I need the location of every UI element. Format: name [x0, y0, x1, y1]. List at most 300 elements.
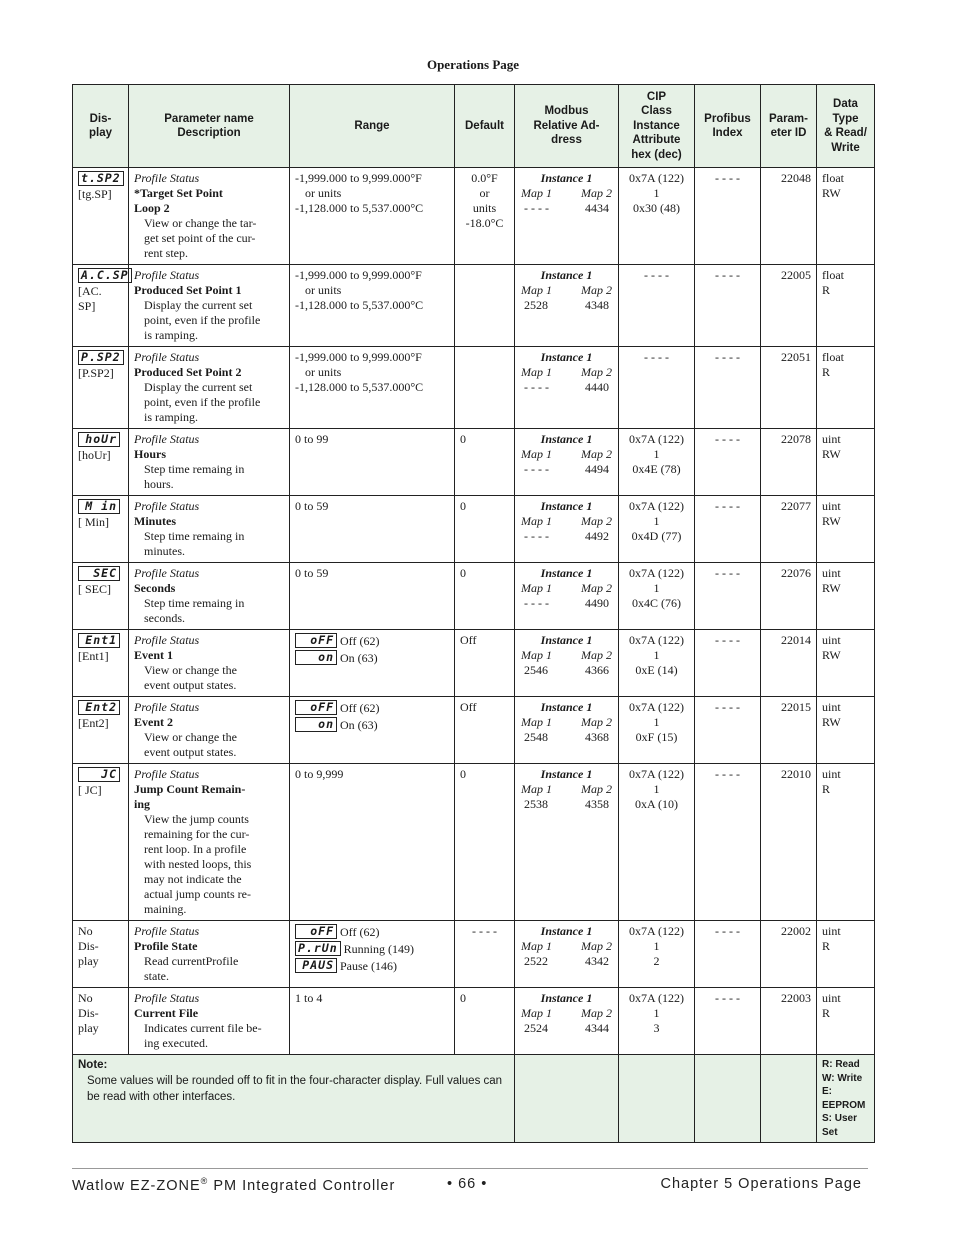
- modbus-values: [520, 1021, 613, 1036]
- parameter-cell: [129, 168, 290, 265]
- modbus-map2: Map 2: [581, 648, 612, 662]
- display-code: [P.SP2]: [78, 366, 114, 381]
- note-cell: [73, 1055, 515, 1143]
- range-cell: [290, 921, 455, 988]
- cip-cell: [619, 265, 695, 347]
- lcd-option-icon: oFF: [295, 924, 337, 939]
- text-line: - - - -: [472, 924, 497, 938]
- range-line: -1,128.000 to 5,537.000°C: [295, 380, 424, 394]
- footer-page-number: • 66 •: [447, 1176, 488, 1192]
- modbus-map1-value: 2538: [524, 797, 548, 811]
- parameter-description: [134, 730, 284, 760]
- text-line: is ramping.: [144, 410, 198, 424]
- parameter-id-cell: 22076: [761, 563, 817, 630]
- default-cell: [455, 697, 515, 764]
- display-cell: [73, 429, 129, 496]
- range-line: or units: [305, 365, 342, 379]
- parameter-group: Profile Status: [134, 268, 200, 282]
- lcd-display-icon: t.SP2: [78, 171, 124, 186]
- modbus-instance: Instance 1: [540, 268, 593, 282]
- display-cell: [73, 697, 129, 764]
- modbus-map2: Map 2: [581, 186, 612, 200]
- modbus-values: [520, 201, 613, 216]
- header-parameter: Parameter name Description: [129, 85, 290, 168]
- lcd-option-icon: PAUS: [295, 958, 337, 973]
- default-cell: [455, 496, 515, 563]
- modbus-instance: Instance 1: [540, 700, 593, 714]
- cip-cell: [619, 764, 695, 921]
- text-line: Minutes: [134, 514, 176, 528]
- text-line: 0xF (15): [635, 730, 678, 744]
- text-line: Indicates current file be-: [144, 1021, 262, 1035]
- parameter-id-cell: 22048: [761, 168, 817, 265]
- text-line: point, even if the profile: [144, 395, 261, 409]
- display-code: [ JC]: [78, 783, 102, 798]
- modbus-map1-value: - - - -: [524, 462, 549, 476]
- cip-cell: [619, 347, 695, 429]
- profibus-cell: - - - -: [695, 921, 761, 988]
- text-line: with nested loops, this: [144, 857, 252, 871]
- table-row: [73, 347, 875, 429]
- operations-table: [72, 84, 875, 1143]
- display-cell: [73, 168, 129, 265]
- modbus-map-labels: [520, 648, 613, 663]
- header-default: Default: [455, 85, 515, 168]
- range-line: 1 to 4: [295, 991, 323, 1005]
- display-cell: [73, 988, 129, 1055]
- parameter-group: Profile Status: [134, 633, 200, 647]
- parameter-group: Profile Status: [134, 171, 200, 185]
- text-line: 1: [653, 782, 660, 796]
- text-line: Off: [460, 633, 477, 647]
- parameter-id-cell: 22015: [761, 697, 817, 764]
- range-option: [295, 717, 449, 733]
- display-cell: [73, 496, 129, 563]
- modbus-map2-value: 4368: [585, 730, 609, 744]
- text-line: 1: [653, 939, 660, 953]
- text-line: 0xE (14): [635, 663, 678, 677]
- parameter-cell: [129, 347, 290, 429]
- text-line: Hours: [134, 447, 167, 461]
- data-type-cell: [817, 168, 875, 265]
- modbus-values: [520, 954, 613, 969]
- note-empty-cell: [619, 1055, 695, 1143]
- table-row: [73, 697, 875, 764]
- text-line: RW: [822, 514, 841, 528]
- modbus-instance: Instance 1: [540, 566, 593, 580]
- parameter-description: [134, 529, 284, 559]
- cip-cell: [619, 496, 695, 563]
- text-line: 0x7A (122): [629, 924, 684, 938]
- text-line: 0x7A (122): [629, 566, 684, 580]
- modbus-map1-value: - - - -: [524, 380, 549, 394]
- text-line: uint: [822, 700, 841, 714]
- data-type-legend: R: Read W: Write E: EEPROM S: User Set: [822, 1059, 866, 1138]
- lcd-option-icon: oFF: [295, 633, 337, 648]
- modbus-map1: Map 1: [521, 447, 552, 461]
- modbus-values: [520, 529, 613, 544]
- text-line: View or change the: [144, 730, 237, 744]
- modbus-instance: Instance 1: [540, 991, 593, 1005]
- text-line: Loop 2: [134, 201, 170, 215]
- range-cell: [290, 168, 455, 265]
- lcd-display-icon: SEC: [78, 566, 120, 581]
- modbus-cell: [515, 563, 619, 630]
- cip-cell: [619, 988, 695, 1055]
- range-option: [295, 958, 449, 974]
- range-option-label: On (63): [340, 650, 378, 665]
- text-line: float: [822, 350, 844, 364]
- text-line: Step time remaing in: [144, 596, 245, 610]
- default-cell: [455, 563, 515, 630]
- modbus-map1-value: - - - -: [524, 596, 549, 610]
- parameter-description: [134, 298, 284, 343]
- parameter-cell: [129, 764, 290, 921]
- header-parameter-id: Param- eter ID: [761, 85, 817, 168]
- text-line: uint: [822, 499, 841, 513]
- text-line: 0x7A (122): [629, 991, 684, 1005]
- modbus-map1: Map 1: [521, 514, 552, 528]
- text-line: uint: [822, 991, 841, 1005]
- modbus-map-labels: [520, 283, 613, 298]
- parameter-group: Profile Status: [134, 767, 200, 781]
- data-type-cell: [817, 496, 875, 563]
- text-line: 1: [653, 581, 660, 595]
- text-line: Step time remaing in: [144, 529, 245, 543]
- range-option-label: Off (62): [340, 633, 380, 648]
- text-line: minutes.: [144, 544, 185, 558]
- range-option: [295, 700, 449, 716]
- text-line: Jump Count Remain-: [134, 782, 246, 796]
- parameter-id-cell: 22010: [761, 764, 817, 921]
- parameter-group: Profile Status: [134, 566, 200, 580]
- modbus-instance: Instance 1: [540, 171, 593, 185]
- text-line: View or change the tar-: [144, 216, 257, 230]
- modbus-map2-value: 4348: [585, 298, 609, 312]
- text-line: *Target Set Point: [134, 186, 223, 200]
- parameter-id-cell: 22003: [761, 988, 817, 1055]
- text-line: R: [822, 1006, 831, 1020]
- footer-divider: [72, 1168, 868, 1169]
- modbus-map-labels: [520, 1006, 613, 1021]
- text-line: Read currentProfile: [144, 954, 239, 968]
- text-line: units: [472, 201, 497, 215]
- parameter-group: Profile Status: [134, 350, 200, 364]
- range-line: -1,128.000 to 5,537.000°C: [295, 201, 424, 215]
- display-cell: [73, 921, 129, 988]
- modbus-cell: [515, 988, 619, 1055]
- text-line: 0.0°F: [471, 171, 498, 185]
- range-cell: [290, 630, 455, 697]
- text-line: point, even if the profile: [144, 313, 261, 327]
- parameter-group: Profile Status: [134, 700, 200, 714]
- text-line: Seconds: [134, 581, 176, 595]
- modbus-map2: Map 2: [581, 447, 612, 461]
- range-line: 0 to 9,999: [295, 767, 344, 781]
- text-line: 1: [653, 186, 660, 200]
- table-header: [73, 85, 875, 168]
- default-cell: [455, 921, 515, 988]
- parameter-description: [134, 1021, 284, 1051]
- text-line: 0: [460, 499, 466, 513]
- parameter-id-cell: 22078: [761, 429, 817, 496]
- parameter-id-cell: 22077: [761, 496, 817, 563]
- profibus-cell: - - - -: [695, 168, 761, 265]
- parameter-description: [134, 462, 284, 492]
- range-line: 0 to 59: [295, 499, 329, 513]
- lcd-display-icon: JC: [78, 767, 120, 782]
- parameter-cell: [129, 697, 290, 764]
- display-code: [Ent2]: [78, 716, 109, 731]
- text-line: RW: [822, 447, 841, 461]
- range-option-label: Running (149): [343, 941, 414, 956]
- range-cell: [290, 347, 455, 429]
- header-data-type: Data Type & Read/ Write: [817, 85, 875, 168]
- text-line: or: [479, 186, 490, 200]
- table-row: [73, 563, 875, 630]
- text-line: is ramping.: [144, 328, 198, 342]
- parameter-group: Profile Status: [134, 924, 200, 938]
- profibus-cell: - - - -: [695, 347, 761, 429]
- parameter-id-cell: 22005: [761, 265, 817, 347]
- display-code: [hoUr]: [78, 448, 111, 463]
- header-modbus: Modbus Relative Ad- dress: [515, 85, 619, 168]
- parameter-description: [134, 216, 284, 261]
- footer-chapter: Chapter 5 Operations Page: [660, 1176, 862, 1192]
- note-empty-cell: [695, 1055, 761, 1143]
- text-line: 1: [653, 514, 660, 528]
- text-line: Dis-: [78, 1006, 99, 1020]
- data-type-cell: [817, 630, 875, 697]
- range-option: [295, 633, 449, 649]
- header-cip: CIP Class Instance Attribute hex (dec): [619, 85, 695, 168]
- text-line: View the jump counts: [144, 812, 249, 826]
- text-line: Event 1: [134, 648, 173, 662]
- text-line: 1: [653, 447, 660, 461]
- default-cell: [455, 265, 515, 347]
- modbus-map1: Map 1: [521, 782, 552, 796]
- text-line: float: [822, 171, 844, 185]
- text-line: 3: [653, 1021, 660, 1035]
- text-line: seconds.: [144, 611, 185, 625]
- text-line: Current File: [134, 1006, 199, 1020]
- display-code: [tg.SP]: [78, 187, 112, 202]
- parameter-description: [134, 380, 284, 425]
- parameter-cell: [129, 988, 290, 1055]
- text-line: - - - -: [644, 350, 669, 364]
- modbus-map2: Map 2: [581, 1006, 612, 1020]
- text-line: 1: [653, 1006, 660, 1020]
- text-line: 0xA (10): [635, 797, 678, 811]
- data-type-cell: [817, 921, 875, 988]
- text-line: Off: [460, 700, 477, 714]
- profibus-cell: - - - -: [695, 764, 761, 921]
- text-line: SP]: [78, 299, 96, 314]
- cip-cell: [619, 921, 695, 988]
- parameter-group: Profile Status: [134, 432, 200, 446]
- table-row: [73, 496, 875, 563]
- footer-product: Watlow EZ-ZONE® PM Integrated Controller: [72, 1176, 396, 1194]
- parameter-group: Profile Status: [134, 991, 200, 1005]
- range-line: -1,999.000 to 9,999.000°F: [295, 171, 422, 185]
- modbus-map-labels: [520, 782, 613, 797]
- data-type-cell: [817, 764, 875, 921]
- table-row: [73, 265, 875, 347]
- default-cell: [455, 429, 515, 496]
- parameter-description: [134, 812, 284, 917]
- range-cell: [290, 764, 455, 921]
- range-option: [295, 650, 449, 666]
- range-cell: [290, 563, 455, 630]
- lcd-option-icon: P.rUn: [295, 941, 341, 956]
- modbus-map2: Map 2: [581, 939, 612, 953]
- text-line: 0x4C (76): [632, 596, 681, 610]
- note-title: Note:: [78, 1059, 108, 1071]
- modbus-map2-value: 4494: [585, 462, 609, 476]
- modbus-map1-value: 2528: [524, 298, 548, 312]
- modbus-cell: [515, 265, 619, 347]
- data-type-cell: [817, 988, 875, 1055]
- modbus-values: [520, 462, 613, 477]
- range-cell: [290, 988, 455, 1055]
- range-option-label: Off (62): [340, 700, 380, 715]
- modbus-cell: [515, 429, 619, 496]
- parameter-description: [134, 663, 284, 693]
- profibus-cell: - - - -: [695, 496, 761, 563]
- text-line: maining.: [144, 902, 187, 916]
- modbus-map2: Map 2: [581, 715, 612, 729]
- text-line: Produced Set Point 2: [134, 365, 242, 379]
- profibus-cell: - - - -: [695, 563, 761, 630]
- note-empty-cell: [761, 1055, 817, 1143]
- profibus-cell: - - - -: [695, 988, 761, 1055]
- text-line: R: [822, 365, 831, 379]
- table-row: [73, 429, 875, 496]
- table-row: [73, 764, 875, 921]
- text-line: ing: [134, 797, 151, 811]
- modbus-map-labels: [520, 581, 613, 596]
- default-cell: [455, 347, 515, 429]
- data-type-cell: [817, 429, 875, 496]
- range-line: or units: [305, 186, 342, 200]
- modbus-map2: Map 2: [581, 514, 612, 528]
- modbus-map1-value: 2548: [524, 730, 548, 744]
- text-line: View or change the: [144, 663, 237, 677]
- lcd-option-icon: on: [295, 717, 337, 732]
- modbus-map1: Map 1: [521, 715, 552, 729]
- modbus-instance: Instance 1: [540, 924, 593, 938]
- modbus-instance: Instance 1: [540, 633, 593, 647]
- text-line: uint: [822, 633, 841, 647]
- display-code: [ Min]: [78, 515, 109, 530]
- modbus-map2: Map 2: [581, 581, 612, 595]
- default-cell: [455, 764, 515, 921]
- modbus-map2: Map 2: [581, 782, 612, 796]
- parameter-cell: [129, 265, 290, 347]
- default-cell: [455, 630, 515, 697]
- range-line: 0 to 99: [295, 432, 329, 446]
- text-line: 0x7A (122): [629, 171, 684, 185]
- cip-cell: [619, 429, 695, 496]
- modbus-cell: [515, 630, 619, 697]
- modbus-values: [520, 380, 613, 395]
- text-line: - - - -: [644, 268, 669, 282]
- text-line: 0x7A (122): [629, 767, 684, 781]
- header-range: Range: [290, 85, 455, 168]
- text-line: R: [822, 782, 831, 796]
- modbus-instance: Instance 1: [540, 767, 593, 781]
- text-line: 0: [460, 432, 466, 446]
- lcd-option-icon: oFF: [295, 700, 337, 715]
- lcd-display-icon: Ent2: [78, 700, 120, 715]
- modbus-map1-value: - - - -: [524, 201, 549, 215]
- text-line: uint: [822, 924, 841, 938]
- range-option-label: On (63): [340, 717, 378, 732]
- parameter-cell: [129, 563, 290, 630]
- parameter-id-cell: 22014: [761, 630, 817, 697]
- parameter-id-cell: 22051: [761, 347, 817, 429]
- text-line: -18.0°C: [465, 216, 504, 230]
- text-line: play: [78, 1021, 99, 1035]
- display-code: [ SEC]: [78, 582, 111, 597]
- text-line: Produced Set Point 1: [134, 283, 242, 297]
- range-option: [295, 941, 449, 957]
- modbus-map1: Map 1: [521, 648, 552, 662]
- text-line: remaining for the cur-: [144, 827, 250, 841]
- text-line: uint: [822, 767, 841, 781]
- lcd-display-icon: P.SP2: [78, 350, 124, 365]
- legend-cell: [817, 1055, 875, 1143]
- modbus-cell: [515, 496, 619, 563]
- modbus-cell: [515, 168, 619, 265]
- text-line: RW: [822, 715, 841, 729]
- text-line: play: [78, 954, 99, 968]
- text-line: 2: [653, 954, 660, 968]
- note-row: [73, 1055, 875, 1143]
- modbus-map2-value: 4434: [585, 201, 609, 215]
- modbus-instance: Instance 1: [540, 350, 593, 364]
- text-line: 0: [460, 767, 466, 781]
- lcd-display-icon: hoUr: [78, 432, 120, 447]
- text-line: 0x7A (122): [629, 633, 684, 647]
- modbus-map1: Map 1: [521, 939, 552, 953]
- modbus-map2-value: 4342: [585, 954, 609, 968]
- profibus-cell: - - - -: [695, 265, 761, 347]
- profibus-cell: - - - -: [695, 429, 761, 496]
- text-line: hours.: [144, 477, 174, 491]
- modbus-map-labels: [520, 715, 613, 730]
- modbus-cell: [515, 764, 619, 921]
- parameter-description: [134, 954, 284, 984]
- display-cell: [73, 347, 129, 429]
- cip-cell: [619, 168, 695, 265]
- table-row: [73, 168, 875, 265]
- range-line: -1,999.000 to 9,999.000°F: [295, 350, 422, 364]
- modbus-map2: Map 2: [581, 365, 612, 379]
- modbus-values: [520, 298, 613, 313]
- page-title: Operations Page: [426, 57, 520, 72]
- data-type-cell: [817, 697, 875, 764]
- modbus-map1-value: 2524: [524, 1021, 548, 1035]
- modbus-map1: Map 1: [521, 581, 552, 595]
- cip-cell: [619, 630, 695, 697]
- display-cell: [73, 630, 129, 697]
- data-type-cell: [817, 563, 875, 630]
- text-line: uint: [822, 566, 841, 580]
- text-line: R: [822, 939, 831, 953]
- display-code: [Ent1]: [78, 649, 109, 664]
- modbus-map2-value: 4490: [585, 596, 609, 610]
